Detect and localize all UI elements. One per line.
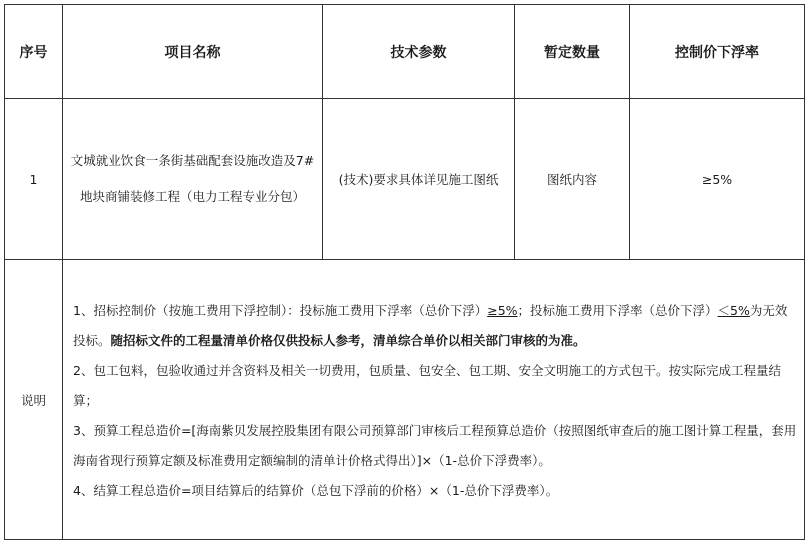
header-price-rate: 控制价下浮率 xyxy=(630,5,805,99)
header-tech-params: 技术参数 xyxy=(323,5,515,99)
cell-tech-params: (技术)要求具体详见施工图纸 xyxy=(323,99,515,260)
notes-row xyxy=(5,260,805,540)
cell-quantity: 图纸内容 xyxy=(515,99,630,260)
note-4: 4、结算工程总造价=项目结算后的结算价（总包下浮前的价格）×（1-总价下浮费率）。 xyxy=(73,482,559,498)
note-2: 2、包工包料，包验收通过并含资料及相关一切费用，包质量、包安全、包工期、安全文明施工的方式包干。按实际完成工程量结算； xyxy=(73,362,781,408)
notes-content xyxy=(63,260,805,540)
header-quantity: 暂定数量 xyxy=(515,5,630,99)
note-1: 1、招标控制价（按施工费用下浮控制）：投标施工费用下浮率（总价下浮）≥5%；投标施工费用下浮率（总价下浮）＜5%为无效投标。随招标文件的工程量清单价格仅供投标人参考，清单综合单价以相关部门审核的为准。 xyxy=(73,302,788,348)
cell-project-name: 文城就业饮食一条街基础配套设施改造及7#地块商铺装修工程（电力工程专业分包） xyxy=(63,99,323,260)
header-row xyxy=(5,5,805,99)
table-row xyxy=(5,99,805,260)
notes-label: 说明 xyxy=(5,260,63,540)
cell-price-rate: ≥5% xyxy=(630,99,805,260)
tender-table xyxy=(4,4,805,540)
note-3: 3、预算工程总造价=[海南紫贝发展控股集团有限公司预算部门审核后工程预算总造价（按照图纸审查后的施工图计算工程量，套用海南省现行预算定额及标准费用定额编制的清单计价格式得出）]×（1-总价下浮费率）。 xyxy=(73,422,797,468)
invalid-rate-value: ＜5% xyxy=(717,302,750,318)
min-rate-value: ≥5% xyxy=(487,302,518,318)
header-seq: 序号 xyxy=(5,5,63,99)
cell-seq: 1 xyxy=(5,99,63,260)
header-project-name: 项目名称 xyxy=(63,5,323,99)
